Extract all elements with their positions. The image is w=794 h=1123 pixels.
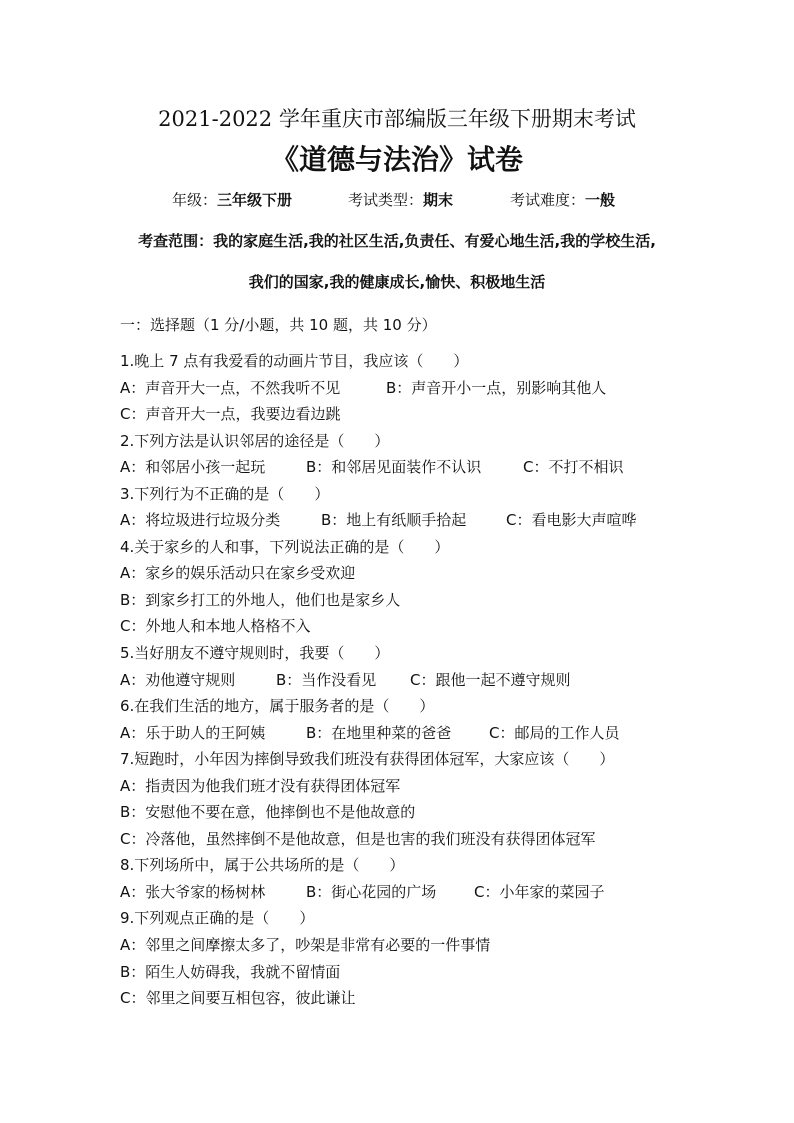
question-stem: 2.下列方法是认识邻居的途径是（ ） <box>120 431 390 450</box>
difficulty-label: 考试难度： <box>510 191 586 209</box>
option: A：将垃圾进行垃圾分类 <box>120 511 281 530</box>
option-row <box>120 454 760 481</box>
option-row <box>120 507 760 534</box>
difficulty-info <box>510 187 615 213</box>
option-row <box>120 826 760 853</box>
option: A：声音开大一点，不然我听不见 <box>120 378 341 397</box>
option: B：到家乡打工的外地人，他们也是家乡人 <box>120 590 401 609</box>
option-row <box>120 613 760 640</box>
exam-title-line2: 《道德与法治》试卷 <box>270 143 523 176</box>
option: A：和邻居小孩一起玩 <box>120 458 266 477</box>
option: A：张大爷家的杨树林 <box>120 882 266 901</box>
option: B：陌生人妨碍我，我就不留情面 <box>120 962 341 981</box>
option-row <box>120 773 760 800</box>
option: B：当作没看见 <box>276 670 377 689</box>
option-row <box>120 667 760 694</box>
option: A：乐于助人的王阿姨 <box>120 723 266 742</box>
option: A：劝他遵守规则 <box>120 670 236 689</box>
question-stem: 6.在我们生活的地方，属于服务者的是（ ） <box>120 697 435 716</box>
exam-scope-line1: 考查范围：我的家庭生活,我的社区生活,负责任、有爱心地生活,我的学校生活, <box>138 232 656 250</box>
option: A：邻里之间摩擦太多了，吵架是非常有必要的一件事情 <box>120 936 491 955</box>
exam-type-label: 考试类型： <box>348 191 424 209</box>
question-stem: 4.关于家乡的人和事，下列说法正确的是（ ） <box>120 537 450 556</box>
question-stem: 8.下列场所中，属于公共场所的是（ ） <box>120 856 405 875</box>
option: C：冷落他，虽然摔倒不是他故意，但是也害的我们班没有获得团体冠军 <box>120 829 596 848</box>
difficulty-value: 一般 <box>585 191 616 209</box>
question-stem: 9.下列观点正确的是（ ） <box>120 909 315 928</box>
exam-meta-row <box>0 187 794 213</box>
section-title: 一：选择题（1 分/小题，共 10 题，共 10 分） <box>120 316 437 334</box>
grade-label: 年级： <box>172 191 218 209</box>
question-stem: 7.短跑时，小年因为摔倒导致我们班没有获得团体冠军，大家应该（ ） <box>120 750 615 769</box>
exam-type-value: 期末 <box>423 191 454 209</box>
option: B：安慰他不要在意，他摔倒也不是他故意的 <box>120 803 416 822</box>
question-stem: 5.当好朋友不遵守规则时，我要（ ） <box>120 644 390 663</box>
option: C：邮局的工作人员 <box>489 723 620 742</box>
option-row <box>120 985 760 1012</box>
question-stem: 1.晚上 7 点有我爱看的动画片节目，我应该（ ） <box>120 352 469 370</box>
option: C：跟他一起不遵守规则 <box>410 670 571 689</box>
exam-type-info <box>348 187 453 213</box>
option: B：声音开小一点，别影响其他人 <box>386 378 607 397</box>
option: A：指责因为他我们班才没有获得团体冠军 <box>120 776 401 795</box>
option-row <box>120 932 760 959</box>
option: C：看电影大声喧哗 <box>506 511 637 530</box>
option: B：街心花园的广场 <box>306 882 437 901</box>
option-row <box>120 401 760 428</box>
option-row <box>120 720 760 747</box>
option: C：外地人和本地人格格不入 <box>120 617 311 636</box>
grade-info <box>172 187 292 213</box>
option-row <box>120 879 760 906</box>
option: C：小年家的菜园子 <box>474 882 605 901</box>
exam-scope-line2: 我们的国家,我的健康成长,愉快、积极地生活 <box>248 273 546 291</box>
option: B：在地里种菜的爸爸 <box>306 723 452 742</box>
option-row <box>120 587 760 614</box>
option-row <box>120 560 760 587</box>
option: A：家乡的娱乐活动只在家乡受欢迎 <box>120 564 356 583</box>
option: C：不打不相识 <box>523 458 624 477</box>
question-list <box>120 348 760 1012</box>
option-row <box>120 959 760 986</box>
option: B：地上有纸顺手拾起 <box>321 511 467 530</box>
question-stem: 3.下列行为不正确的是（ ） <box>120 484 330 503</box>
option-row <box>120 375 760 402</box>
option-row <box>120 799 760 826</box>
option: B：和邻居见面装作不认识 <box>306 458 482 477</box>
option: C：声音开大一点，我要边看边跳 <box>120 405 341 424</box>
exam-title-line1: 2021-2022 学年重庆市部编版三年级下册期末考试 <box>158 107 636 131</box>
option: C：邻里之间要互相包容，彼此谦让 <box>120 989 356 1008</box>
grade-value: 三年级下册 <box>217 191 293 209</box>
